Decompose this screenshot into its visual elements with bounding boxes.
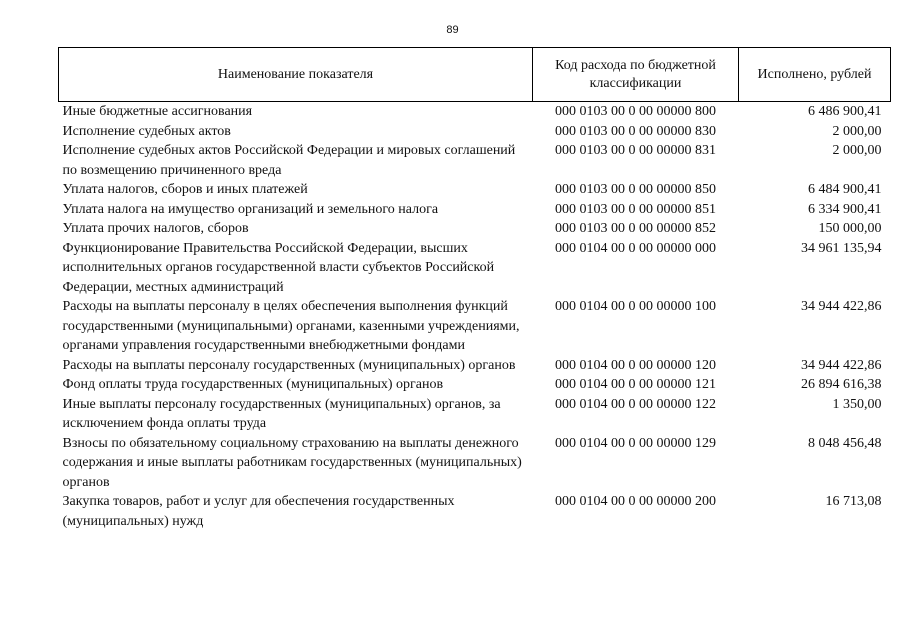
budget-code-cell: 000 0104 00 0 00 00000 100: [555, 299, 716, 314]
indicator-name-cell: Уплата налога на имущество организаций и земельного налога: [62, 201, 439, 217]
executed-amount-cell: 2 000,00: [832, 143, 882, 158]
indicator-name-cell: Иные бюджетные ассигнования: [62, 104, 253, 119]
budget-execution-table: [58, 47, 891, 531]
table-body: [59, 102, 891, 532]
table-row: [59, 356, 891, 376]
executed-amount-cell: 6 486 900,41: [808, 104, 882, 119]
budget-code-cell: 000 0103 00 0 00 00000 852: [555, 221, 716, 236]
executed-amount-cell: 1 350,00: [832, 396, 882, 412]
budget-code-cell: 000 0103 00 0 00 00000 830: [555, 123, 716, 139]
indicator-name-cell: Исполнение судебных актов: [62, 123, 231, 139]
budget-code-cell: 000 0103 00 0 00 00000 800: [555, 104, 716, 119]
table-row: [59, 180, 891, 200]
executed-amount-cell: 16 713,08: [825, 494, 882, 509]
indicator-name-cell: Закупка товаров, работ и услуг для обеспечения государственных (муниципальных) нужд: [62, 494, 455, 529]
table-row: [59, 492, 891, 531]
executed-amount-cell: 26 894 616,38: [801, 377, 882, 392]
executed-amount-cell: 34 944 422,86: [801, 299, 882, 314]
budget-code-cell: 000 0103 00 0 00 00000 850: [555, 182, 716, 197]
budget-code-cell: 000 0104 00 0 00 00000 200: [555, 494, 716, 509]
executed-amount-cell: 6 334 900,41: [808, 201, 882, 217]
table-row: [59, 375, 891, 395]
table-row: [59, 434, 891, 493]
header-budget-code: Код расхода по бюджетной классификации: [533, 48, 739, 102]
header-indicator-name: Наименование показателя: [59, 48, 533, 102]
executed-amount-cell: 6 484 900,41: [808, 182, 882, 197]
table-header-row: [59, 48, 891, 102]
budget-code-cell: 000 0104 00 0 00 00000 000: [555, 240, 716, 256]
indicator-name-cell: Уплата налогов, сборов и иных платежей: [62, 182, 308, 197]
executed-amount-cell: 150 000,00: [818, 221, 882, 236]
executed-amount-cell: 34 961 135,94: [801, 240, 882, 256]
indicator-name-cell: Исполнение судебных актов Российской Федерации и мировых соглашений по возмещению причиненного вреда: [62, 143, 516, 178]
table-row: [59, 239, 891, 298]
indicator-name-cell: Функционирование Правительства Российской Федерации, высших исполнительных органов государственной власти субъектов Российской Федерации, местных администраций: [62, 240, 495, 295]
indicator-name-cell: Фонд оплаты труда государственных (муниципальных) органов: [62, 377, 444, 392]
table-row: [59, 395, 891, 434]
table-row: [59, 141, 891, 180]
indicator-name-cell: Расходы на выплаты персоналу в целях обеспечения выполнения функций государственными (муниципальными) органами, казенными учреждениями, органами управления государственными внебюджетными фондами: [62, 299, 520, 353]
budget-code-cell: 000 0103 00 0 00 00000 851: [555, 201, 716, 217]
table-row: [59, 102, 891, 122]
table-row: [59, 122, 891, 142]
budget-code-cell: 000 0103 00 0 00 00000 831: [555, 143, 716, 158]
executed-amount-cell: 8 048 456,48: [808, 435, 882, 451]
indicator-name-cell: Уплата прочих налогов, сборов: [62, 221, 249, 236]
executed-amount-cell: 34 944 422,86: [801, 357, 882, 373]
indicator-name-cell: Расходы на выплаты персоналу государственных (муниципальных) органов: [62, 357, 516, 373]
table-row: [59, 297, 891, 356]
indicator-name-cell: Иные выплаты персоналу государственных (муниципальных) органов, за исключением фонда оплаты труда: [62, 396, 501, 431]
header-executed-amount: Исполнено, рублей: [739, 48, 891, 102]
indicator-name-cell: Взносы по обязательному социальному страхованию на выплаты денежного содержания и иные выплаты работникам государственных (муниципальных) органов: [62, 435, 522, 490]
table-row: [59, 219, 891, 239]
table-row: [59, 200, 891, 220]
page-number: 89: [446, 24, 459, 36]
budget-code-cell: 000 0104 00 0 00 00000 122: [555, 396, 716, 412]
budget-code-cell: 000 0104 00 0 00 00000 129: [555, 435, 716, 451]
budget-code-cell: 000 0104 00 0 00 00000 120: [555, 357, 716, 373]
executed-amount-cell: 2 000,00: [832, 123, 882, 139]
budget-code-cell: 000 0104 00 0 00 00000 121: [555, 377, 716, 392]
